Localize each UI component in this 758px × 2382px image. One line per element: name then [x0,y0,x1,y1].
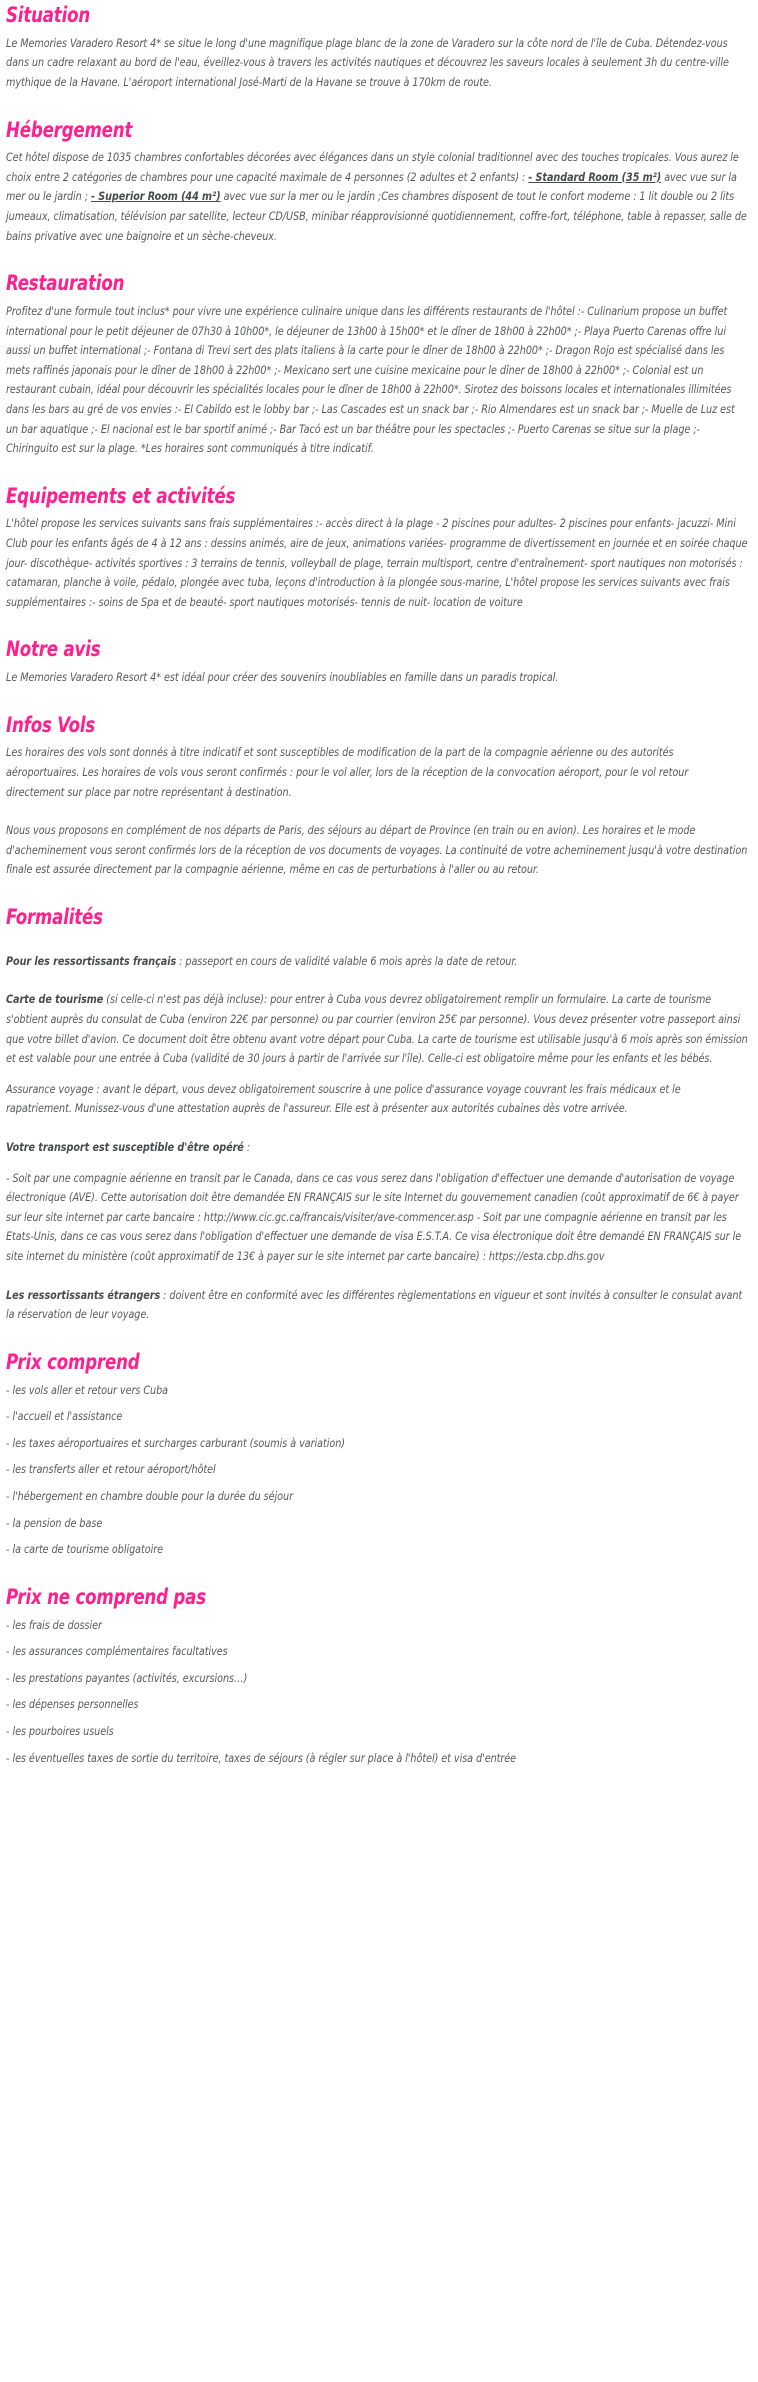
section-title-restauration: Restauration [6,271,125,296]
section-formalites [6,906,752,1325]
list-item: - les pourboires usuels [6,1723,114,1738]
infos-vols-paragraph-1: Les horaires des vols sont donnés à titre indicatif et sont susceptibles de modification de la part de la compagnie aérienne ou des autorités aéroportuaires. Les horaires de vols vous seront confirmés : pour le vol aller, lors de la réception de la convocation aéroport, pour le vol retour directement sur place par notre représentant à destination. [6,745,689,799]
list-item: - la pension de base [6,1515,103,1530]
list-item: - les assurances complémentaires facultatives [6,1644,228,1659]
equipements-paragraph: L'hôtel propose les services suivants sans frais supplémentaires :- accès direct à la plage - 2 piscines pour adultes- 2 piscines pour enfants- jacuzzi- Mini Club pour les enfants âgés de 4 à 12 ans : dessins animés, aire de jeux, animations variées- programme de divertissement en journée et en soirée chaque jour- discothèque- activités sportives : 3 terrains de tennis, volleyball de plage, terrain multisport, centre d'entraînement- sport nautiques non motorisés : catamaran, planche à voile, pédalo, plongée avec tuba, leçons d'introduction à la plongée sous-marine, L'hôtel propose les services suivants avec frais supplémentaires :- soins de Spa et de beauté- sport nautiques motorisés- tennis de nuit- location de voiture [6,516,748,609]
list-item: - les transferts aller et retour aéroport/hôtel [6,1462,216,1477]
hebergement-text-part1: Cet hôtel dispose de 1035 chambres confortables décorées avec élégances dans un style colonial traditionnel avec des touches tropicales. Vous aurez le choix entre 2 catégories de chambres pour une capacité maximale de 4 personnes (2 adultes et 2 enfants) : [6,150,739,184]
section-prix-ne-comprend-pas [6,1586,752,1768]
section-hebergement [6,119,752,247]
section-prix-comprend [6,1351,752,1560]
section-title-situation: Situation [6,3,90,27]
formalites-spacer-1 [6,982,752,990]
section-restauration [6,272,752,459]
list-item: - l'accueil et l'assistance [6,1409,123,1424]
formalites-ressortissants-etrangers [6,1286,749,1325]
text-carte-de-tourisme: (si celle-ci n'est pas déjà incluse): pour entrer à Cuba vous devrez obligatoirement remplir un formulaire. La carte de tourisme s'obtient auprès du consulat de Cuba (environ 22€ par personne) ou par courrier (environ 25€ par personne). Vous devez présenter votre passeport ainsi que votre billet d'avion. Ce document doit être obtenu avant votre départ pour Cuba. La carte de tourisme est utilisable jusqu'à 6 mois après son émission et est valable pour une entrée à Cuba (validité de 30 jours à partir de l'arrivée sur l'île). Celle-ci est obligatoire même pour les enfants et les bébés. [6,992,748,1066]
section-title-prix-comprend: Prix comprend [6,1349,140,1374]
room-type-superior: - Superior Room (44 m²) [90,189,221,204]
section-title-equipements: Equipements et activités [6,483,236,508]
section-equipements [6,485,752,613]
list-item: - les prestations payantes (activités, excursions…) [6,1670,248,1685]
formalites-transport-body: - Soit par une compagnie aérienne en transit par le Canada, dans ce cas vous serez dans l'obligation d'effectuer une demande d'autorisation de voyage électronique (AVE). Cette autorisation doit être demandée EN FRANÇAIS sur le site Internet du gouvernement canadien (coût approximatif de 6€ à payer sur leur site internet par carte bancaire : http://www.cic.gc.ca/francais/visiter/ave-commencer.asp - Soit par une compagnie aérienne en transit par les Etats-Unis, dans ce cas vous serez dans l'obligation d'effectuer une demande de visa E.S.T.A. Ce visa électronique doit être demandé EN FRANÇAIS sur le site internet du ministère (coût approximatif de 13€ à payer sur le site internet par carte bancaire) : https://esta.cbp.dhs.gov [6,1170,742,1264]
list-item: - l'hébergement en chambre double pour la durée du séjour [6,1489,293,1504]
prix-comprend-list [6,1381,752,1560]
formalites-transport-label-line [6,1138,749,1158]
formalites-top-spacer [6,936,752,952]
formalites-carte-de-tourisme [6,990,749,1068]
section-situation [6,4,752,93]
text-ressortissants-etrangers: : doivent être en conformité avec les différentes règlementations en vigueur et sont invités à consulter le consulat avant la réservation de leur voyage. [6,1287,743,1322]
formalites-assurance-voyage: Assurance voyage : avant le départ, vous devez obligatoirement souscrire à une police d'assurance voyage couvrant les frais médicaux et le rapatriement. Munissez-vous d'une attestation auprès de l'assureur. Elle est à présenter aux autorités cubaines dès votre arrivée. [6,1081,681,1116]
list-item: - les dépenses personnelles [6,1697,139,1712]
paragraph-spacer [6,813,752,821]
situation-paragraph: Le Memories Varadero Resort 4* se situe le long d'une magnifique plage blanc de la zone de Varadero sur la côte nord de l'île de Cuba. Détendez-vous dans un cadre relaxant au bord de l'eau, éveillez-vous à travers les activités nautiques et découvrez les saveurs locales à seulement 3h du centre-ville mythique de la Havane. L'aéroport international José-Marti de la Havane se trouve à 170km de route. [6,35,729,89]
prix-ne-comprend-pas-list [6,1616,752,1769]
list-item: - les éventuelles taxes de sortie du territoire, taxes de séjours (à régler sur place à l'hôtel) et visa d'entrée [6,1750,517,1765]
notre-avis-paragraph: Le Memories Varadero Resort 4* est idéal pour créer des souvenirs inoubliables en famille dans un paradis tropical. [6,670,559,685]
list-item: - les taxes aéroportuaires et surcharges carburant (soumis à variation) [6,1435,345,1450]
list-item: - les vols aller et retour vers Cuba [6,1382,169,1397]
section-title-hebergement: Hébergement [6,117,133,142]
section-title-prix-ne-comprend-pas: Prix ne comprend pas [6,1584,206,1609]
restauration-paragraph: Profitez d'une formule tout inclus* pour vivre une expérience culinaire unique dans les différents restaurants de l'hôtel :- Culinarium propose un buffet international pour le petit déjeuner de 07h30 à 10h00*, le déjeuner de 13h00 à 15h00* et le dîner de 18h00 à 22h00* ;- Playa Puerto Carenas offre lui aussi un buffet international ;- Fontana di Trevi sert des plats italiens à la carte pour le dîner de 18h00 à 22h00* ;- Dragon Rojo est spécialisé dans les mets raffinés japonais pour le dîner de 18h00 à 22h00* ;- Mexicano sert une cuisine mexicaine pour le dîner de 18h00 à 22h00* ;- Colonial est un restaurant cubain, idéal pour découvrir les spécialités locales pour le dîner de 18h00 à 22h00*. Sirotez des boissons locales et internationales illimitées dans les bars au gré de vos envies :- El Cabildo est le lobby bar ;- Las Cascades est un snack bar ;- Rio Almendares est un snack bar ;- Muelle de Luz est un bar aquatique ;- El nacional est le bar sportif animé ;- Bar Tacó est un bar théâtre pour les spectacles ;- Puerto Carenas se situe sur la plage ;- Chiringuito est sur la plage. *Les horaires sont communiqués à titre indicatif. [6,303,735,456]
section-title-notre-avis: Notre avis [6,637,101,662]
section-infos-vols [6,714,752,880]
list-item: - la carte de tourisme obligatoire [6,1542,164,1557]
section-notre-avis [6,638,752,687]
label-ressortissants-francais: Pour les ressortissants français [6,953,177,968]
hebergement-text-part2: avec vue sur la mer ou le jardin ; [6,169,737,204]
label-votre-transport: Votre transport est susceptible d'être opéré [6,1140,244,1155]
label-carte-de-tourisme: Carte de tourisme [6,992,104,1007]
formalites-spacer-3 [6,1278,752,1286]
hebergement-text-part3: avec vue sur la mer ou le jardin ;Ces chambres disposent de tout le confort moderne : 1 lit double ou 2 lits jumeaux, climatisation, télévision par satellite, lecteur CD/USB, minibar réapprovisionné quotidiennement, coffre-fort, téléphone, table à repasser, salle de bains privative avec une baignoire et un sèche-cheveux. [6,189,747,243]
list-item: - les frais de dossier [6,1617,102,1632]
section-title-formalites: Formalités [6,905,103,930]
room-type-standard: - Standard Room (35 m²) [528,169,662,184]
text-ressortissants-francais: : passeport en cours de validité valable 6 mois après la date de retour. [176,953,518,968]
infos-vols-paragraph-2: Nous vous proposons en complément de nos départs de Paris, des séjours au départ de Province (en train ou en avion). Les horaires et le mode d'acheminement vous seront confirmés lors de la réception de vos documents de voyages. La continuité de votre acheminement jusqu'à votre destination finale est assurée directement par la compagnie aérienne, même en cas de perturbations à l'aller ou au retour. [6,823,748,877]
text-votre-transport-colon: : [243,1140,251,1155]
formalites-ressortissants-francais [6,952,749,972]
section-title-infos-vols: Infos Vols [6,712,96,737]
formalites-spacer-2 [6,1130,752,1138]
label-ressortissants-etrangers: Les ressortissants étrangers [6,1287,161,1302]
hebergement-paragraph [6,148,749,246]
